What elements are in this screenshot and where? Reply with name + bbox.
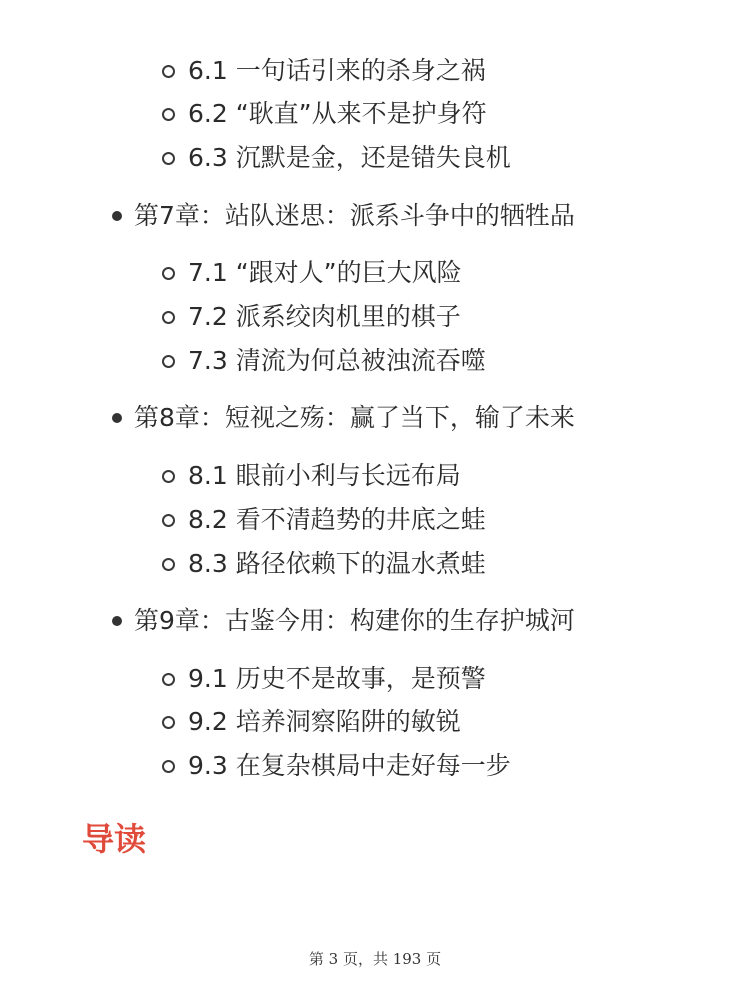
toc-item-text: 6.2 “耿直”从来不是护身符	[188, 99, 487, 128]
toc-chapter-text: 第9章：古鉴今用：构建你的生存护城河	[134, 606, 575, 635]
hollow-circle-bullet-icon	[162, 558, 175, 571]
toc-item-text: 9.3 在复杂棋局中走好每一步	[188, 751, 511, 780]
toc-chapter-text: 第7章：站队迷思：派系斗争中的牺牲品	[134, 201, 575, 230]
hollow-circle-bullet-icon	[162, 311, 175, 324]
toc-item-text: 9.2 培养洞察陷阱的敏锐	[188, 707, 461, 736]
toc-item-text: 6.1 一句话引来的杀身之祸	[188, 56, 486, 85]
toc-item-text: 8.1 眼前小利与长远布局	[188, 461, 461, 490]
toc-item-text: 8.3 路径依赖下的温水煮蛙	[188, 549, 486, 578]
hollow-circle-bullet-icon	[162, 267, 175, 280]
toc-chapter-text: 第8章：短视之殇：赢了当下，输了未来	[134, 403, 575, 432]
filled-circle-bullet-icon	[112, 616, 122, 626]
filled-circle-bullet-icon	[112, 211, 122, 221]
hollow-circle-bullet-icon	[162, 514, 175, 527]
toc-item-text: 7.2 派系绞肉机里的棋子	[188, 302, 461, 331]
hollow-circle-bullet-icon	[162, 355, 175, 368]
hollow-circle-bullet-icon	[162, 716, 175, 729]
hollow-circle-bullet-icon	[162, 108, 175, 121]
page-number-footer: 第 3 页，共 193 页	[308, 950, 442, 968]
hollow-circle-bullet-icon	[162, 760, 175, 773]
hollow-circle-bullet-icon	[162, 470, 175, 483]
toc-item-text: 7.1 “跟对人”的巨大风险	[188, 258, 462, 287]
toc-item-text: 7.3 清流为何总被浊流吞噬	[188, 346, 486, 375]
toc-item-text: 9.1 历史不是故事，是预警	[188, 664, 486, 693]
filled-circle-bullet-icon	[112, 413, 122, 423]
section-heading-introduction: 导读	[82, 820, 147, 858]
hollow-circle-bullet-icon	[162, 65, 175, 78]
toc-item-text: 6.3 沉默是金，还是错失良机	[188, 143, 511, 172]
hollow-circle-bullet-icon	[162, 673, 175, 686]
toc-item-text: 8.2 看不清趋势的井底之蛙	[188, 505, 486, 534]
hollow-circle-bullet-icon	[162, 152, 175, 165]
